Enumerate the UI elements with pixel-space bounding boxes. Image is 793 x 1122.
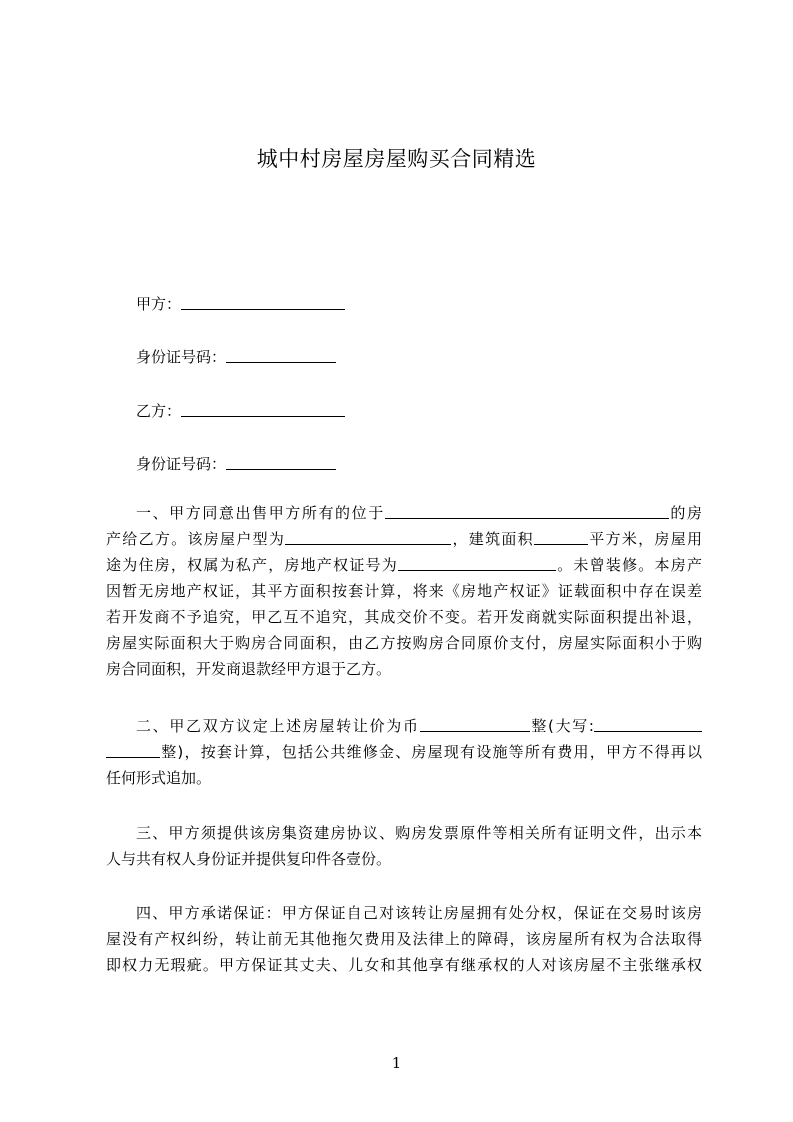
- location-blank: [385, 503, 669, 519]
- clause-1-line-4: 因暂无房地产权证，其平方面积按套计算，将来《房地产权证》证载面积中存在误差: [106, 582, 702, 600]
- clause-3-line-2: 人与共有权人身份证并提供复印件各壹份。: [106, 850, 392, 868]
- party-b-blank: [181, 401, 345, 417]
- party-a-id-blank: [226, 347, 336, 363]
- party-b-id-label: 身份证号码：: [136, 455, 227, 473]
- clause-3-line-1: 三、甲方须提供该房集资建房协议、购房发票原件等相关所有证明文件，出示本: [136, 824, 702, 842]
- clause-1-line-5: 若开发商不予追究，甲乙互不追究，其成交价不变。若开发商就实际面积提出补退，: [106, 608, 702, 626]
- clause-4-line-2: 屋没有产权纠纷，转让前无其他拖欠费用及法律上的障碍，该房屋所有权为合法取得: [106, 930, 702, 948]
- clause-4-line-3: 即权力无瑕疵。甲方保证其丈夫、儿女和其他享有继承权的人对该房屋不主张继承权: [106, 956, 702, 974]
- clause-1: [106, 500, 702, 682]
- clause-3: [106, 820, 702, 872]
- clause-2-line-3: 任何形式追加。: [106, 769, 212, 787]
- clause-1-line-6: 房屋实际面积大于购房合同面积，由乙方按购房合同原价支付，房屋实际面积小于购: [106, 634, 702, 652]
- party-a-label: 甲方：: [136, 295, 182, 313]
- price-figure-blank: [420, 716, 530, 732]
- party-a-id-field: [136, 346, 336, 367]
- certificate-number-blank: [398, 555, 556, 571]
- party-a-blank: [181, 294, 345, 310]
- clause-1-line-1: 一、甲方同意出售甲方所有的位于 的房: [136, 504, 702, 522]
- clause-4-line-1: 四、甲方承诺保证：甲方保证自己对该转让房屋拥有处分权，保证在交易时该房: [136, 904, 702, 922]
- clause-2: [106, 713, 702, 791]
- document-title: 城中村房屋房屋购买合同精选: [256, 147, 537, 171]
- price-words-blank-cont: [106, 742, 160, 758]
- party-b-field: [136, 400, 345, 421]
- party-b-label: 乙方：: [136, 402, 182, 420]
- clause-1-line-2: 产给乙方。该房屋户型为 ，建筑面积 平方米，房屋用: [106, 530, 702, 548]
- clause-1-line-3: 途为住房，权属为私产，房地产权证号为 。未曾装修。本房产: [106, 556, 702, 574]
- area-blank: [534, 529, 588, 545]
- party-a-field: [136, 293, 345, 314]
- party-b-id-blank: [226, 454, 336, 470]
- page-number: 1: [391, 1054, 402, 1072]
- party-a-id-label: 身份证号码：: [136, 348, 227, 366]
- price-words-blank: [594, 716, 702, 732]
- clause-2-line-1: 二、甲乙双方议定上述房屋转让价为币 整(大写:: [106, 713, 702, 739]
- clause-1-line-7: 房合同面积，开发商退款经甲方退于乙方。: [106, 660, 392, 678]
- unit-type-blank: [285, 529, 451, 545]
- clause-4: [106, 900, 702, 978]
- clause-2-line-2: 整)，按套计算，包括公共维修金、房屋现有设施等所有费用，甲方不得再以: [106, 739, 702, 765]
- party-b-id-field: [136, 453, 336, 474]
